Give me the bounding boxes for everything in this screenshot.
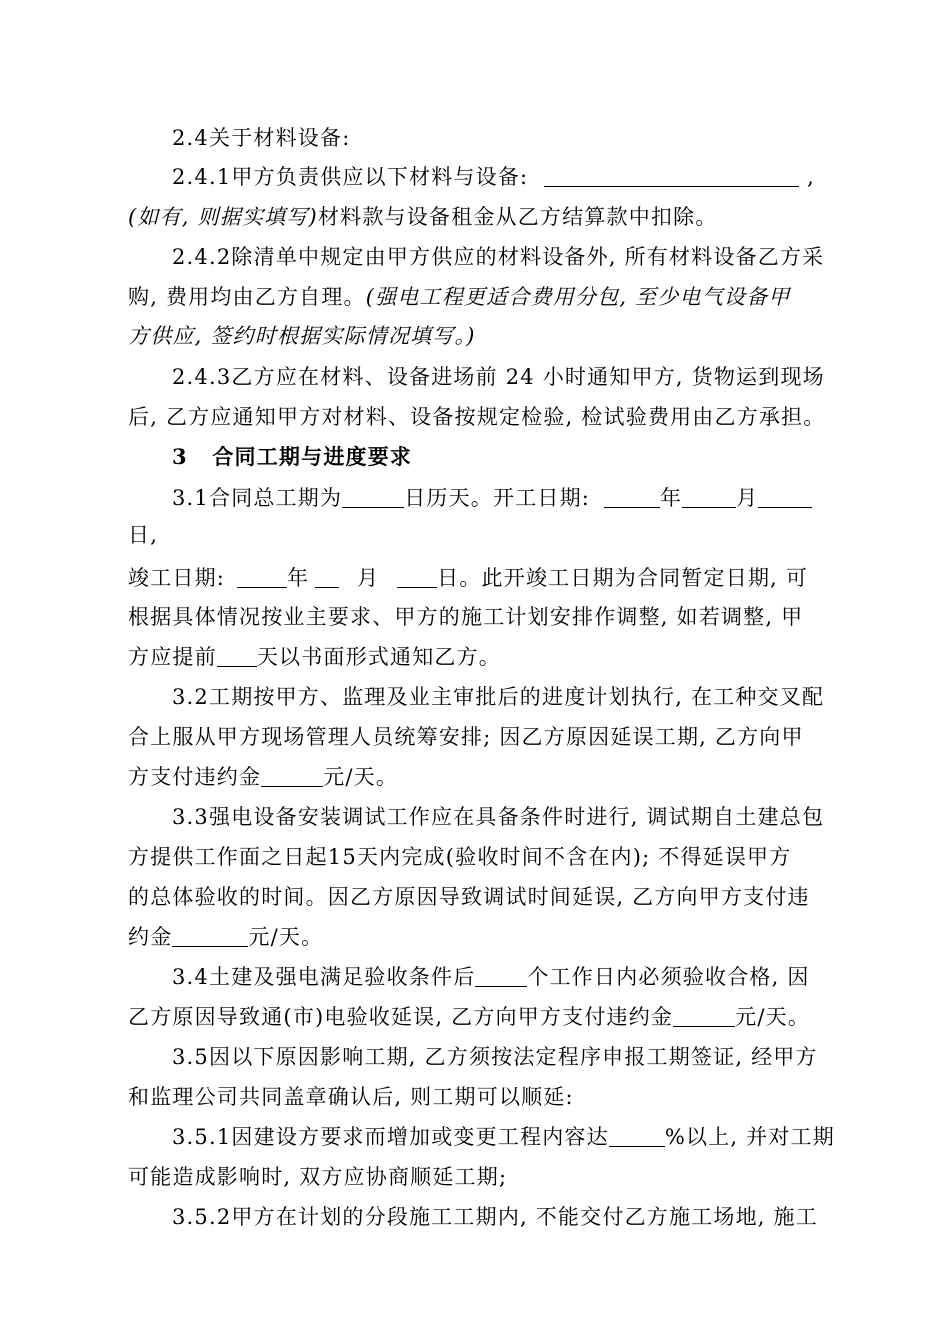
text: 2.4.1甲方负责供应以下材料与设备: (172, 165, 529, 189)
text: 方支付违约金 (128, 765, 262, 789)
fill-blank-start-year[interactable] (604, 487, 660, 508)
text: , (807, 165, 815, 189)
fill-blank-penalty-3-4[interactable] (673, 1006, 735, 1027)
section-3-heading (0, 444, 950, 470)
clause-3-3-cont (0, 844, 950, 870)
text: 3.4土建及强电满足验收条件后 (172, 965, 476, 989)
fill-blank-penalty-3-3[interactable] (172, 926, 248, 947)
clause-3-1-cont (0, 522, 950, 548)
fill-blank-start-day[interactable] (758, 487, 812, 508)
text: 个工作日内必须验收合格, 因 (527, 965, 810, 989)
clause-3-1-cont3 (0, 644, 950, 670)
clause-3-3 (0, 804, 950, 830)
text: 3.5.1因建设方要求而增加或变更工程内容达 (172, 1125, 609, 1149)
text: 年 (659, 486, 683, 510)
fill-blank-acceptance-days[interactable] (475, 966, 527, 987)
text: 元/天。 (248, 925, 324, 949)
clause-3-5-cont (0, 1084, 950, 1110)
fill-blank-penalty-3-2[interactable] (261, 766, 323, 787)
section-title: 合同工期与进度要求 (212, 444, 413, 469)
text: 年 (286, 566, 310, 590)
fill-blank-start-month[interactable] (682, 487, 736, 508)
fill-blank-end-year[interactable] (237, 567, 287, 588)
text: 元/天。 (735, 1005, 811, 1029)
text: 根据具体情况按业主要求、甲方的施工计划安排作调整, 如若调整, 甲 (128, 605, 804, 629)
text: 3.1合同总工期为 (172, 486, 343, 510)
fill-blank-notice-days[interactable] (217, 646, 257, 667)
section-number: 3 (172, 444, 188, 469)
text: 方应提前 (128, 645, 217, 669)
text: 3.3强电设备安装调试工作应在具备条件时进行, 调试期自土建总包 (172, 805, 825, 829)
text: 日历天。开工日期: (404, 486, 591, 510)
text: 月 (736, 486, 759, 510)
clause-3-2-cont2 (0, 764, 950, 790)
text: 和监理公司共同盖章确认后, 则工期可以顺延: (128, 1085, 574, 1109)
text: 合上服从甲方现场管理人员统筹安排; 因乙方原因延误工期, 乙方向甲 (128, 725, 804, 749)
clause-2-4-2-note (0, 323, 950, 349)
clause-2-4-2-cont (0, 284, 950, 310)
italic-note: 方供应, 签约时根据实际情况填写。) (128, 324, 476, 348)
fill-blank-total-days[interactable] (342, 487, 404, 508)
text: 3.2工期按甲方、监理及业主审批后的进度计划执行, 在工种交叉配 (172, 685, 825, 709)
text: 日, (128, 523, 159, 547)
text: 方提供工作面之日起15天内完成(验收时间不含在内); 不得延误甲方 (128, 845, 792, 869)
text: 可能造成影响时, 双方应协商顺延工期; (128, 1165, 508, 1189)
clause-3-5 (0, 1044, 950, 1070)
clause-3-1 (0, 485, 950, 511)
text: 乙方原因导致通(市)电验收延误, 乙方向甲方支付违约金 (128, 1005, 674, 1029)
text: 月 (357, 566, 380, 590)
italic-note: (如有, 则据实填写) (128, 205, 318, 229)
clause-2-4-1 (0, 164, 950, 190)
clause-2-4-1-cont (0, 204, 950, 230)
clause-2-4-3 (0, 364, 950, 390)
clause-3-3-cont3 (0, 924, 950, 950)
clause-3-1-cont2 (0, 604, 950, 630)
clause-3-4-cont (0, 1004, 950, 1030)
text: 元/天。 (323, 765, 399, 789)
clause-3-2-cont (0, 724, 950, 750)
fill-blank-end-month[interactable] (315, 567, 339, 588)
italic-note: (强电工程更适合费用分包, 至少电气设备甲 (365, 285, 791, 309)
text: 3.5.2甲方在计划的分段施工工期内, 不能交付乙方施工场地, 施工 (172, 1205, 818, 1229)
text: 约金 (128, 925, 173, 949)
text: 2.4关于材料设备: (172, 126, 351, 150)
text: 天以书面形式通知乙方。 (256, 645, 502, 669)
text: %以上, 并对工期 (664, 1125, 835, 1149)
text: 2.4.3乙方应在材料、设备进场前 24 小时通知甲方, 货物运到现场 (172, 365, 825, 389)
text: 购, 费用均由乙方自理。 (128, 285, 366, 309)
text: 竣工日期: (128, 566, 226, 590)
text: 3.5因以下原因影响工期, 乙方须按法定程序申报工期签证, 经甲方 (172, 1045, 818, 1069)
clause-2-4-3-cont (0, 404, 950, 430)
text: 2.4.2除清单中规定由甲方供应的材料设备外, 所有材料设备乙方采 (172, 245, 825, 269)
fill-blank-change-percent[interactable] (609, 1126, 665, 1147)
text: 日。此开竣工日期为合同暂定日期, 可 (437, 566, 809, 590)
clause-2-4-2 (0, 244, 950, 270)
clause-3-4 (0, 964, 950, 990)
text: 后, 乙方应通知甲方对材料、设备按规定检验, 检试验费用由乙方承担。 (128, 405, 826, 429)
clause-3-5-1 (0, 1124, 950, 1150)
text: 的总体验收的时间。因乙方原因导致调试时间延误, 乙方向甲方支付违 (128, 885, 810, 909)
fill-blank-materials[interactable] (544, 166, 799, 187)
clause-3-5-1-cont (0, 1164, 950, 1190)
clause-3-2 (0, 684, 950, 710)
clause-3-5-2 (0, 1204, 950, 1230)
text: 材料款与设备租金从乙方结算款中扣除。 (317, 205, 718, 229)
fill-blank-end-day[interactable] (397, 567, 437, 588)
clause-2-4 (0, 125, 950, 151)
clause-3-3-cont2 (0, 884, 950, 910)
clause-3-1-completion (0, 565, 950, 591)
